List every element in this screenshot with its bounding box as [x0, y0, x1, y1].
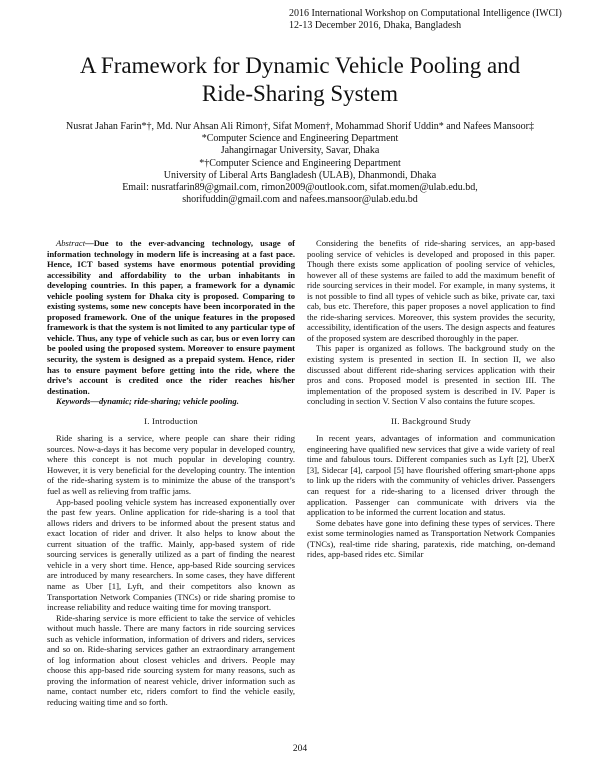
- affiliation-2-univ: University of Liberal Arts Bangladesh (ULAB), Dhanmondi, Dhaka: [163, 169, 437, 181]
- affiliation-1-univ: Jahangirnagar University, Savar, Dhaka: [220, 145, 380, 157]
- section-heading-background: II. Background Study: [391, 415, 471, 426]
- conference-header: [289, 8, 589, 31]
- right-column: [307, 238, 555, 560]
- paragraph: Considering the benefits of ride-sharing services, an app-based pooling service of vehicles is developed and proposed in this paper. Though there exists some application of pooling service of vehicles, however all of these systems are failed to add the maximum benefit of ride sourcing services in their model. For example, in many systems, it is not possible to find all types of vehicle such as bike, private car, taxi cab, bus etc. Therefore, this paper proposes a novel application to find the ride-sharing services. Moreover, this system provides the security, accessibility, identification of the users. The design aspects and features of the proposed system are described thoroughly in the paper.: [307, 238, 555, 343]
- title-line-2: Ride-Sharing System: [201, 81, 399, 106]
- keywords: Keywords—dynamic; ride-sharing; vehicle pooling.: [56, 396, 239, 407]
- conference-name: 2016 International Workshop on Computational Intelligence (IWCI): [289, 8, 562, 19]
- paragraph: App-based pooling vehicle system has increased exponentially over the past few years. Online application for ride-sharing is a tool that allows riders and drivers to be informed about the present status and exact location of rider and driver. It also helps to know about the current situation of the traffic. Mainly, app-based system of ride sourcing services is generally utilized as a part of finding the nearest vehicle in a very short time. Hence, app-based Ride sourcing services are introduced by many researchers. In some cases, they have different name as Uber [1], Lyft, and their competitors also known as Transportation Network Companies (TNCs) or ride sharing promise to increase reliability and reduce waiting time for moving transport.: [47, 496, 295, 613]
- affiliation-2-dept: *†Computer Science and Engineering Department: [199, 157, 401, 169]
- author-block: [10, 121, 590, 206]
- affiliation-1-dept: *Computer Science and Engineering Department: [201, 133, 399, 145]
- paragraph: Some debates have gone into defining these types of services. There exist some terminologies named as Transportation Network Companies (TNCs), real-time ride sharing, paratexis, ride matching, on-demand rides, app-based rides etc. Similar: [307, 517, 555, 560]
- left-column: [47, 238, 295, 708]
- conference-date: 12-13 December 2016, Dhaka, Bangladesh: [289, 19, 462, 31]
- email-line-2: shorifuddin@gmail.com and nafees.mansoor@ulab.edu.bd: [182, 194, 418, 206]
- abstract-text: —Due to the ever-advancing technology, usage of information technology in modern life is increasing at a fast pace. Hence, ICT based systems have enormous potential providing accessibility and affordability to the urban inhabitants in developing countries. In this paper, a framework for a dynamic vehicle pooling system for Dhaka city is proposed. Comparing to existing systems, some new concepts have been incorporated in the proposed framework. One of the unique features in the proposed framework is that the system is not limited to any particular type of vehicle. Thus, any type of vehicle such as car, bus or even lorry can be pooled using the proposed system. Moreover to ensure payment security, the system is designed as a prepaid system. Hence, rider has to ensure payment before getting into the ride, where the drive’s account is credited once the rider reaches his/her destination.: [47, 238, 295, 396]
- abstract: [47, 238, 295, 396]
- section-heading-introduction: I. Introduction: [144, 415, 198, 426]
- paragraph: Ride-sharing service is more efficient to take the service of vehicles without much hassle. There are many factors in ride sourcing services such as vehicle information, information of drivers and riders, services and so on. Ride-sharing services gather an extraordinary arrangement of log information about closest vehicles and drivers. People may choose this app-based ride sourcing system for many reasons, such as proving the information of nearest vehicle, driver information such as name, contact number etc, riders comfort to find the vehicle easily, reducing waiting time and so forth.: [47, 612, 295, 707]
- paragraph: This paper is organized as follows. The background study on the existing system is presented in section II. In section II, we also discussed about different ride-sharing services application with their pros and cons. Proposed model is presented in section III. The implementation of the proposed system is described in IV. Paper is concluding in section V. Section V also contains the future scopes.: [307, 343, 555, 407]
- email-line-1: Email: nusratfarin89@gmail.com, rimon2009@outlook.com, sifat.momen@ulab.edu.bd,: [122, 182, 478, 194]
- paper-title: [20, 52, 580, 108]
- author-names: Nusrat Jahan Farin*†, Md. Nur Ahsan Ali Rimon†, Sifat Momen†, Mohammad Shorif Uddin* and Nafees Mansoor‡: [65, 121, 534, 132]
- title-line-1: A Framework for Dynamic Vehicle Pooling and: [79, 53, 521, 78]
- page-number: 204: [292, 744, 308, 754]
- paragraph: Ride sharing is a service, where people can share their riding sources. Now-a-days it has become very popular in developed country, where this concept is not much popular in developing country. However, it is very beneficial for the developing country. The intention of the ride-sharing system is to minimize the abuse of the transport’s fuel as well as relieving from traffic jams.: [47, 433, 295, 497]
- paragraph: In recent years, advantages of information and communication engineering have qualified new services that give a wide variety of real time and fabulous tours. Different companies such as Lyft [2], UberX [3], Sidecar [4], carpool [5] have flourished offering smart-phone apps to link up the riders with the community of vehicles driver. Passengers can request for a ride-sharing to a licensed driver through the application. Passenger can communicate with drivers via the application to be informed the current location and status.: [307, 433, 555, 518]
- abstract-label: Abstract: [56, 238, 86, 248]
